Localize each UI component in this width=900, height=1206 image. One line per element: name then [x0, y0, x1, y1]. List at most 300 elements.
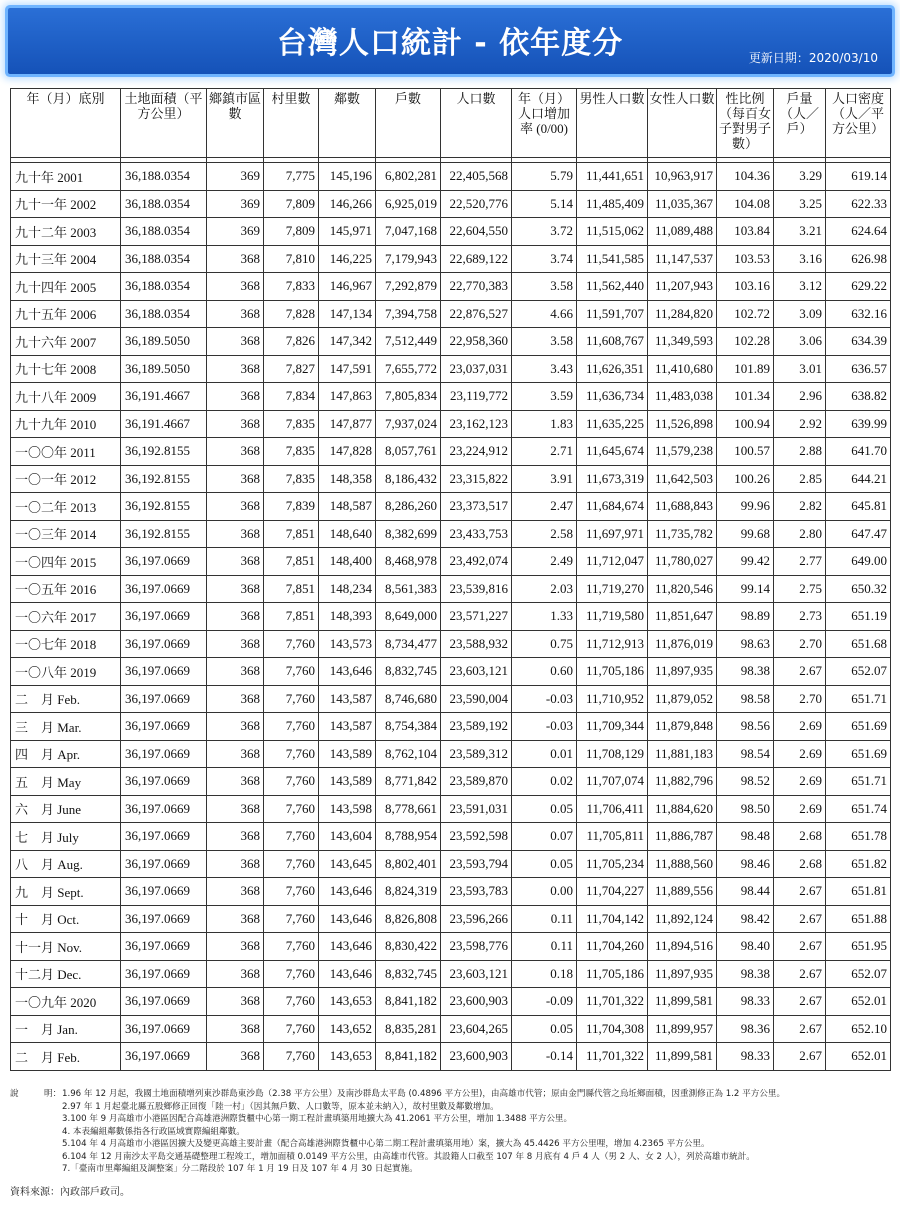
- notes-prefix: 說: [10, 1089, 19, 1099]
- table-cell: 147,828: [319, 438, 376, 466]
- table-cell: 7,292,879: [376, 273, 441, 301]
- table-cell: 639.99: [826, 410, 891, 438]
- table-cell: 36,188.0354: [121, 245, 207, 273]
- table-cell: 8,771,842: [376, 768, 441, 796]
- table-cell: 368: [207, 740, 264, 768]
- table-cell: 147,863: [319, 383, 376, 411]
- table-cell: 651.19: [826, 603, 891, 631]
- table-cell: 146,225: [319, 245, 376, 273]
- table-cell: 23,589,870: [441, 768, 512, 796]
- table-cell: 651.74: [826, 795, 891, 823]
- table-cell: 104.36: [717, 163, 774, 191]
- table-cell: 36,197.0669: [121, 933, 207, 961]
- table-cell: 11,684,674: [577, 493, 648, 521]
- table-cell: 368: [207, 850, 264, 878]
- note-line: 3.100 年 9 月高雄市小港區因配合高雄港洲際貨櫃中心第一期工程計畫填築用地擴大為 41.2061 平方公里，增加 1.3488 平方公里。: [62, 1114, 573, 1124]
- table-cell: 148,358: [319, 465, 376, 493]
- table-cell: 7,827: [264, 355, 319, 383]
- table-cell: 36,197.0669: [121, 713, 207, 741]
- row-label-cell: 八 月 Aug.: [11, 850, 121, 878]
- table-cell: 23,600,903: [441, 1043, 512, 1071]
- table-cell: 99.68: [717, 520, 774, 548]
- table-cell: 7,760: [264, 933, 319, 961]
- table-cell: 11,780,027: [648, 548, 717, 576]
- row-label-cell: 四 月 Apr.: [11, 740, 121, 768]
- table-cell: 98.50: [717, 795, 774, 823]
- table-cell: 98.33: [717, 988, 774, 1016]
- table-cell: 11,645,674: [577, 438, 648, 466]
- row-label-cell: 九十四年 2005: [11, 273, 121, 301]
- table-cell: 368: [207, 328, 264, 356]
- table-cell: 651.78: [826, 823, 891, 851]
- table-cell: 651.88: [826, 905, 891, 933]
- table-cell: 7,835: [264, 438, 319, 466]
- table-cell: 11,591,707: [577, 300, 648, 328]
- table-cell: 652.07: [826, 960, 891, 988]
- table-cell: 2.88: [774, 438, 826, 466]
- table-cell: 98.44: [717, 878, 774, 906]
- table-cell: 8,841,182: [376, 988, 441, 1016]
- table-cell: 651.69: [826, 713, 891, 741]
- notes-section: [10, 1088, 890, 1176]
- table-cell: 23,591,031: [441, 795, 512, 823]
- table-cell: 368: [207, 878, 264, 906]
- table-cell: 36,197.0669: [121, 988, 207, 1016]
- table-row: [11, 465, 891, 493]
- table-cell: 23,593,794: [441, 850, 512, 878]
- table-cell: 7,809: [264, 218, 319, 246]
- note-line: 5.104 年 4 月高雄市小港區因擴大及變更高雄主要計畫（配合高雄港洲際貨櫃中心第二期工程計畫填築用地）案，擴大為 45.4426 平方公里哩，增加 4.2365 平方公里。: [62, 1139, 710, 1149]
- column-header: 戶數: [376, 89, 441, 158]
- table-cell: 11,886,787: [648, 823, 717, 851]
- table-cell: 7,835: [264, 465, 319, 493]
- table-cell: 143,646: [319, 905, 376, 933]
- table-cell: 7,394,758: [376, 300, 441, 328]
- table-cell: 7,760: [264, 740, 319, 768]
- table-cell: 3.06: [774, 328, 826, 356]
- table-cell: 2.69: [774, 795, 826, 823]
- table-cell: 2.80: [774, 520, 826, 548]
- table-cell: 143,589: [319, 740, 376, 768]
- table-cell: 23,588,932: [441, 630, 512, 658]
- table-cell: 146,266: [319, 190, 376, 218]
- table-row: [11, 713, 891, 741]
- table-row: [11, 300, 891, 328]
- row-label-cell: 一〇八年 2019: [11, 658, 121, 686]
- table-cell: 2.03: [512, 575, 577, 603]
- table-cell: 23,037,031: [441, 355, 512, 383]
- table-cell: 11,899,957: [648, 1015, 717, 1043]
- table-cell: 2.96: [774, 383, 826, 411]
- table-cell: 36,189.5050: [121, 328, 207, 356]
- table-cell: 2.67: [774, 905, 826, 933]
- table-cell: 2.47: [512, 493, 577, 521]
- table-cell: 8,561,383: [376, 575, 441, 603]
- table-cell: 36,197.0669: [121, 630, 207, 658]
- table-cell: 3.01: [774, 355, 826, 383]
- table-cell: 36,197.0669: [121, 850, 207, 878]
- table-cell: 368: [207, 465, 264, 493]
- table-cell: 2.73: [774, 603, 826, 631]
- table-header-row: [11, 89, 891, 158]
- table-cell: 11,701,322: [577, 988, 648, 1016]
- table-cell: 36,197.0669: [121, 740, 207, 768]
- table-cell: 98.56: [717, 713, 774, 741]
- table-row: [11, 245, 891, 273]
- table-cell: 98.42: [717, 905, 774, 933]
- table-cell: 11,712,047: [577, 548, 648, 576]
- table-cell: 11,712,913: [577, 630, 648, 658]
- table-cell: 0.05: [512, 850, 577, 878]
- table-cell: 7,760: [264, 630, 319, 658]
- table-cell: 7,760: [264, 1015, 319, 1043]
- table-cell: 2.69: [774, 740, 826, 768]
- table-cell: 22,604,550: [441, 218, 512, 246]
- table-cell: 2.77: [774, 548, 826, 576]
- table-row: [11, 438, 891, 466]
- table-cell: 368: [207, 355, 264, 383]
- table-cell: 7,760: [264, 658, 319, 686]
- table-cell: 8,057,761: [376, 438, 441, 466]
- table-cell: 11,441,651: [577, 163, 648, 191]
- table-cell: 0.07: [512, 823, 577, 851]
- table-cell: 11,579,238: [648, 438, 717, 466]
- table-row: [11, 383, 891, 411]
- table-cell: 36,197.0669: [121, 960, 207, 988]
- table-cell: 7,760: [264, 988, 319, 1016]
- table-cell: 0.02: [512, 768, 577, 796]
- table-cell: 23,593,783: [441, 878, 512, 906]
- table-cell: 23,162,123: [441, 410, 512, 438]
- table-cell: 3.16: [774, 245, 826, 273]
- table-cell: 11,710,952: [577, 685, 648, 713]
- table-cell: 36,197.0669: [121, 878, 207, 906]
- table-cell: 11,706,411: [577, 795, 648, 823]
- row-label-cell: 十二月 Dec.: [11, 960, 121, 988]
- table-cell: 3.74: [512, 245, 577, 273]
- table-cell: 11,719,270: [577, 575, 648, 603]
- table-cell: 7,775: [264, 163, 319, 191]
- table-cell: -0.03: [512, 713, 577, 741]
- table-row: [11, 355, 891, 383]
- table-cell: 2.58: [512, 520, 577, 548]
- table-cell: 7,835: [264, 410, 319, 438]
- row-label-cell: 九十二年 2003: [11, 218, 121, 246]
- table-cell: 23,603,121: [441, 960, 512, 988]
- table-cell: 368: [207, 575, 264, 603]
- notes-prefix-2: 明：: [44, 1089, 62, 1099]
- table-cell: 11,526,898: [648, 410, 717, 438]
- table-cell: 143,645: [319, 850, 376, 878]
- table-cell: 101.89: [717, 355, 774, 383]
- population-table-container: [10, 88, 890, 1071]
- row-label-cell: 二 月 Feb.: [11, 685, 121, 713]
- row-label-cell: 九十五年 2006: [11, 300, 121, 328]
- column-header: 年（月）底別: [11, 89, 121, 158]
- column-header: 鄰數: [319, 89, 376, 158]
- table-cell: 147,134: [319, 300, 376, 328]
- table-cell: 2.67: [774, 658, 826, 686]
- table-cell: 8,762,104: [376, 740, 441, 768]
- table-cell: 7,760: [264, 850, 319, 878]
- table-cell: 143,598: [319, 795, 376, 823]
- table-cell: 8,186,432: [376, 465, 441, 493]
- table-row: [11, 795, 891, 823]
- table-cell: 7,655,772: [376, 355, 441, 383]
- row-label-cell: 一〇九年 2020: [11, 988, 121, 1016]
- table-cell: 1.33: [512, 603, 577, 631]
- table-cell: 22,689,122: [441, 245, 512, 273]
- table-cell: 8,826,808: [376, 905, 441, 933]
- table-cell: 98.48: [717, 823, 774, 851]
- note-line: 4. 本表編組鄰數係指各行政區域實際編組鄰數。: [62, 1126, 245, 1137]
- table-cell: 11,709,344: [577, 713, 648, 741]
- table-row: [11, 685, 891, 713]
- table-cell: 36,189.5050: [121, 355, 207, 383]
- table-row: [11, 933, 891, 961]
- table-cell: 99.96: [717, 493, 774, 521]
- table-row: [11, 823, 891, 851]
- table-cell: 11,701,322: [577, 1043, 648, 1071]
- table-cell: 3.25: [774, 190, 826, 218]
- table-row: [11, 768, 891, 796]
- table-cell: 11,485,409: [577, 190, 648, 218]
- table-cell: 148,400: [319, 548, 376, 576]
- table-cell: 8,802,401: [376, 850, 441, 878]
- table-cell: 11,899,581: [648, 1043, 717, 1071]
- row-label-cell: 一〇一年 2012: [11, 465, 121, 493]
- table-cell: 368: [207, 438, 264, 466]
- table-cell: 11,735,782: [648, 520, 717, 548]
- page-title: 台灣人口統計 - 依年度分: [276, 26, 624, 61]
- table-cell: 36,197.0669: [121, 905, 207, 933]
- table-cell: 11,894,516: [648, 933, 717, 961]
- table-cell: 148,234: [319, 575, 376, 603]
- table-cell: 36,197.0669: [121, 685, 207, 713]
- table-cell: 36,197.0669: [121, 1043, 207, 1071]
- table-cell: 7,834: [264, 383, 319, 411]
- table-cell: 0.01: [512, 740, 577, 768]
- table-cell: 11,642,503: [648, 465, 717, 493]
- table-cell: 11,626,351: [577, 355, 648, 383]
- table-cell: 652.10: [826, 1015, 891, 1043]
- table-cell: 645.81: [826, 493, 891, 521]
- table-cell: 368: [207, 300, 264, 328]
- table-cell: 23,492,074: [441, 548, 512, 576]
- table-cell: 368: [207, 933, 264, 961]
- table-cell: 7,760: [264, 795, 319, 823]
- table-cell: 3.72: [512, 218, 577, 246]
- table-cell: 369: [207, 163, 264, 191]
- table-cell: 23,571,227: [441, 603, 512, 631]
- table-cell: 368: [207, 603, 264, 631]
- row-label-cell: 十 月 Oct.: [11, 905, 121, 933]
- table-cell: 0.11: [512, 905, 577, 933]
- table-cell: 11,884,620: [648, 795, 717, 823]
- table-cell: 36,188.0354: [121, 190, 207, 218]
- table-cell: 7,826: [264, 328, 319, 356]
- table-cell: 368: [207, 713, 264, 741]
- table-cell: 143,646: [319, 933, 376, 961]
- table-cell: 7,760: [264, 823, 319, 851]
- table-cell: 36,197.0669: [121, 603, 207, 631]
- table-cell: 7,809: [264, 190, 319, 218]
- table-cell: 368: [207, 520, 264, 548]
- row-label-cell: 六 月 June: [11, 795, 121, 823]
- table-cell: 619.14: [826, 163, 891, 191]
- table-cell: 98.52: [717, 768, 774, 796]
- table-cell: 8,835,281: [376, 1015, 441, 1043]
- table-cell: 368: [207, 245, 264, 273]
- table-cell: 36,188.0354: [121, 218, 207, 246]
- table-cell: 8,734,477: [376, 630, 441, 658]
- table-cell: 36,197.0669: [121, 768, 207, 796]
- row-label-cell: 九十九年 2010: [11, 410, 121, 438]
- table-cell: 8,754,384: [376, 713, 441, 741]
- note-line: 2.97 年 1 月起臺北縣五股鄉修正回復「陸一村」（因其無戶數、人口數等，原本並未納入），故村里數及鄰數增加。: [62, 1101, 499, 1112]
- table-cell: 641.70: [826, 438, 891, 466]
- table-cell: 2.67: [774, 988, 826, 1016]
- table-cell: 6,925,019: [376, 190, 441, 218]
- table-row: [11, 603, 891, 631]
- table-cell: 11,284,820: [648, 300, 717, 328]
- table-row: [11, 850, 891, 878]
- table-cell: 36,197.0669: [121, 658, 207, 686]
- table-cell: 143,646: [319, 960, 376, 988]
- table-cell: 36,188.0354: [121, 300, 207, 328]
- table-cell: 634.39: [826, 328, 891, 356]
- column-header: 人口數: [441, 89, 512, 158]
- table-cell: 7,851: [264, 548, 319, 576]
- table-cell: 143,646: [319, 878, 376, 906]
- table-cell: 368: [207, 1043, 264, 1071]
- table-cell: 36,197.0669: [121, 795, 207, 823]
- table-cell: 148,393: [319, 603, 376, 631]
- table-cell: 102.72: [717, 300, 774, 328]
- table-cell: 148,640: [319, 520, 376, 548]
- table-cell: 147,877: [319, 410, 376, 438]
- table-cell: 2.71: [512, 438, 577, 466]
- table-cell: 647.47: [826, 520, 891, 548]
- table-cell: 7,760: [264, 1043, 319, 1071]
- table-cell: 368: [207, 795, 264, 823]
- table-cell: 3.58: [512, 273, 577, 301]
- table-cell: 11,207,943: [648, 273, 717, 301]
- table-cell: -0.03: [512, 685, 577, 713]
- table-cell: 11,879,052: [648, 685, 717, 713]
- table-cell: 638.82: [826, 383, 891, 411]
- table-row: [11, 630, 891, 658]
- table-cell: 23,589,192: [441, 713, 512, 741]
- table-cell: 368: [207, 960, 264, 988]
- table-cell: 7,179,943: [376, 245, 441, 273]
- table-cell: 23,539,816: [441, 575, 512, 603]
- table-cell: 11,882,796: [648, 768, 717, 796]
- column-header: 男性人口數: [577, 89, 648, 158]
- table-cell: 7,851: [264, 575, 319, 603]
- table-cell: 2.67: [774, 1015, 826, 1043]
- table-row: [11, 905, 891, 933]
- table-cell: 368: [207, 410, 264, 438]
- table-cell: 651.71: [826, 685, 891, 713]
- row-label-cell: 一〇五年 2016: [11, 575, 121, 603]
- table-cell: 11,705,186: [577, 960, 648, 988]
- table-cell: 7,512,449: [376, 328, 441, 356]
- table-cell: 11,879,848: [648, 713, 717, 741]
- table-cell: 11,483,038: [648, 383, 717, 411]
- table-cell: 2.67: [774, 1043, 826, 1071]
- page-header: [8, 8, 892, 74]
- table-cell: 104.08: [717, 190, 774, 218]
- table-cell: 23,373,517: [441, 493, 512, 521]
- table-cell: 7,851: [264, 603, 319, 631]
- table-cell: 1.83: [512, 410, 577, 438]
- table-cell: 368: [207, 823, 264, 851]
- table-cell: 7,851: [264, 520, 319, 548]
- table-cell: 2.49: [512, 548, 577, 576]
- table-cell: 652.01: [826, 1043, 891, 1071]
- table-cell: 2.85: [774, 465, 826, 493]
- table-cell: 11,089,488: [648, 218, 717, 246]
- table-cell: 7,810: [264, 245, 319, 273]
- row-label-cell: 一〇四年 2015: [11, 548, 121, 576]
- table-cell: 11,704,260: [577, 933, 648, 961]
- table-cell: 368: [207, 630, 264, 658]
- column-header: 鄉鎮市區數: [207, 89, 264, 158]
- table-cell: 3.21: [774, 218, 826, 246]
- table-cell: 143,589: [319, 768, 376, 796]
- population-table: [10, 88, 891, 1071]
- table-cell: 11,820,546: [648, 575, 717, 603]
- table-cell: 7,760: [264, 713, 319, 741]
- notes-list: [62, 1088, 890, 1176]
- table-cell: 368: [207, 548, 264, 576]
- table-cell: 36,191.4667: [121, 410, 207, 438]
- table-cell: 10,963,917: [648, 163, 717, 191]
- table-cell: 0.18: [512, 960, 577, 988]
- table-cell: 6,802,281: [376, 163, 441, 191]
- table-cell: 143,646: [319, 658, 376, 686]
- table-cell: 11,635,225: [577, 410, 648, 438]
- table-cell: 651.82: [826, 850, 891, 878]
- table-cell: 368: [207, 1015, 264, 1043]
- row-label-cell: 九十年 2001: [11, 163, 121, 191]
- table-cell: 36,192.8155: [121, 465, 207, 493]
- table-cell: 8,832,745: [376, 960, 441, 988]
- table-cell: 651.68: [826, 630, 891, 658]
- table-cell: 7,839: [264, 493, 319, 521]
- table-cell: 11,562,440: [577, 273, 648, 301]
- table-cell: 7,760: [264, 905, 319, 933]
- row-label-cell: 五 月 May: [11, 768, 121, 796]
- table-cell: 11,708,129: [577, 740, 648, 768]
- table-cell: 22,876,527: [441, 300, 512, 328]
- table-cell: 7,828: [264, 300, 319, 328]
- table-cell: 11,636,734: [577, 383, 648, 411]
- table-cell: 2.69: [774, 713, 826, 741]
- table-cell: 368: [207, 658, 264, 686]
- column-header: 土地面積（平方公里）: [121, 89, 207, 158]
- table-row: [11, 273, 891, 301]
- table-cell: 98.38: [717, 658, 774, 686]
- table-cell: 8,468,978: [376, 548, 441, 576]
- table-cell: 11,410,680: [648, 355, 717, 383]
- table-cell: 7,833: [264, 273, 319, 301]
- table-cell: 23,596,266: [441, 905, 512, 933]
- table-cell: 36,192.8155: [121, 520, 207, 548]
- table-cell: 7,760: [264, 878, 319, 906]
- table-cell: 36,191.4667: [121, 383, 207, 411]
